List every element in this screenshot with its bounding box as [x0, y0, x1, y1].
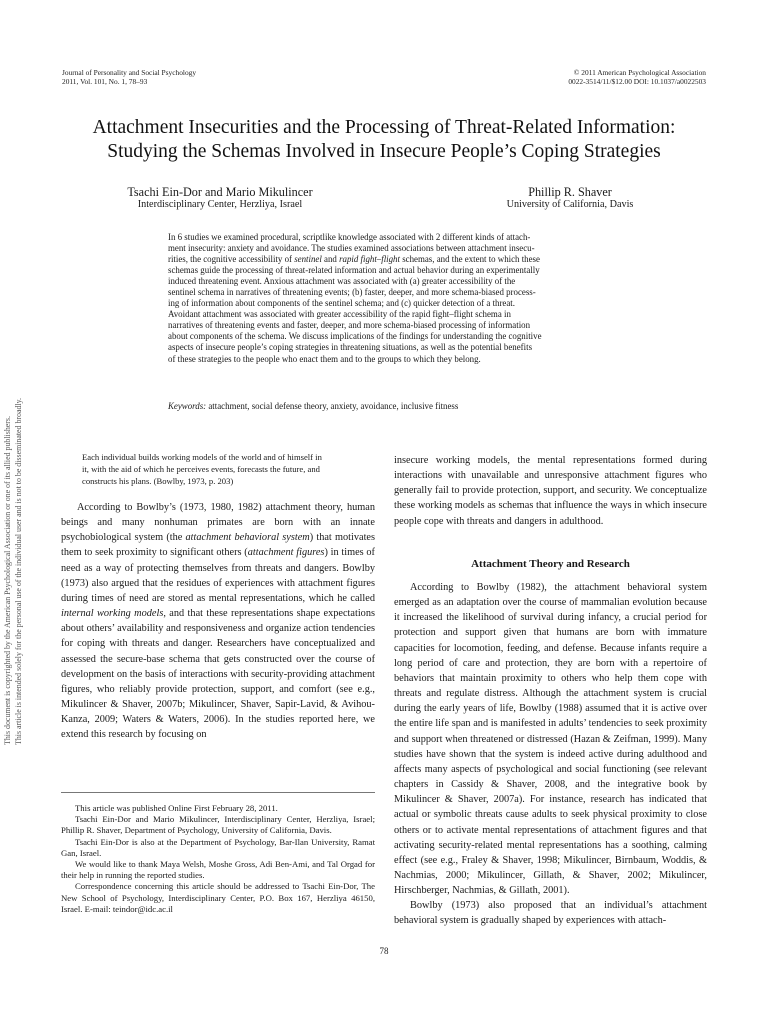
footnote: Tsachi Ein-Dor is also at the Department of Psychology, Bar-Ilan University, Ramat Gan, Israel.	[61, 836, 375, 858]
author-names-1: Tsachi Ein-Dor and Mario Mikulincer	[127, 185, 313, 199]
term-rapid-fight-flight: rapid fight–flight	[339, 254, 400, 265]
abstract-line: aspects of insecure people’s coping strategies in threatening situations, as well as the potential benefits	[168, 342, 533, 353]
term-attachment-behavioral-system: attachment behavioral system	[185, 532, 310, 544]
body-paragraph: Bowlby (1973) also proposed that an individual’s attachment behavioral system is gradually shaped by experiences with attach-	[394, 900, 707, 927]
abstract-line: about components of the schema. We discuss implications of the findings for understanding the cognitive	[168, 331, 542, 342]
doi-line: 0022-3514/11/$12.00 DOI: 10.1037/a0022503	[568, 77, 706, 86]
copyright-notice	[568, 68, 706, 86]
abstract-line: induced threatening event. Anxious attachment was associated with (a) greater accessibility of the	[168, 276, 516, 287]
affiliation-1: Interdisciplinary Center, Herzliya, Israel	[137, 199, 303, 210]
page-number: 78	[379, 946, 389, 956]
epigraph-line: it, with the aid of which he perceives events, forecasts the future, and	[82, 464, 320, 475]
footnote: We would like to thank Maya Welsh, Moshe Gross, Adi Ben-Ami, and Tal Orgad for their help in running the reported studies.	[61, 859, 375, 881]
author-names-2: Phillip R. Shaver	[528, 185, 612, 199]
keywords	[168, 401, 602, 412]
abstract-line: In 6 studies we examined procedural, scriptlike knowledge associated with 2 different kinds of attach-	[168, 232, 531, 242]
abstract-line: schemas guide the processing of threat-related information and actual behavior during an experimentally	[168, 265, 540, 276]
copyright-line: © 2011 American Psychological Association	[573, 68, 706, 77]
journal-volume: 2011, Vol. 101, No. 1, 78–93	[62, 77, 148, 86]
epigraph-line: Each individual builds working models of the world and of himself in	[82, 452, 322, 462]
left-column-body	[61, 500, 375, 743]
right-column-intro	[394, 453, 707, 529]
abstract-line: ing of information about components of the sentinel schema; and (c) quicker detection of a threat.	[168, 298, 515, 309]
term-internal-working-models: internal working models	[61, 608, 164, 620]
article-title	[40, 116, 728, 164]
abstract-line: rities, the cognitive accessibility of sentinel and rapid fight–flight schemas, and the extent to which these	[168, 254, 540, 265]
abstract-line: sentinel schema in narratives of threatening events; (b) faster, deeper, and more schema-biased process-	[168, 287, 536, 298]
body-paragraph: According to Bowlby (1982), the attachment behavioral system emerged as an adaptation over the course of mammalian evolution because it increased the likelihood of survival during infancy, a crucial period for protection and support given that humans are born with immature capacities for locomotion, feeding, and defense. Because infants require a long period of care and protection, they are born with a repertoire of behaviors that maintain proximity to others who help them cope with threats and regulate distress. Although the attachment system is crucial during the early years of life, Bowlby (1988) assumed that it is active over the entire life span and is manifested in adults’ tendencies to seek proximity and support when threatened or distressed (Hazan & Zeifman, 1999). Many studies have shown that the system is indeed active during adulthood and affects many aspects of psychological and social functioning (see relevant chapters in Cassidy & Shaver, 2008, and the integrative book by Mikulincer & Shaver, 2007a). For instance, research has indicated that actual or symbolic threats cause adults to seek physical proximity to close others or to activate mental representations of attachment figures and that activating security-related mental representations has a soothing, calming effect (see e.g., Fraley & Shaver, 1998; Mikulincer, Birnbaum, Woddis, & Nachmias, 2000; Mikulincer, Gillath, & Shaver, 2002; Mikulincer, Hirschberger, Nachmias, & Gillath, 2001).	[394, 582, 707, 897]
abstract-line: narratives of threatening events and faster, deeper, and more schema-biased processing of information	[168, 320, 531, 331]
epigraph	[82, 451, 374, 487]
intro-paragraph: According to Bowlby’s (1973, 1980, 1982) attachment theory, human beings and many nonhuman primates are born with an innate psychobiological system (the attachment behavioral system) that motivates them to seek proximity to significant others (attachment figures) in times of need as a way of protecting themselves from threats and dangers. Bowlby (1973) also argued that the residues of experiences with attachment figures during times of need are stored as mental representations, which he called internal working models, and that these representations shape expectations about others’ availability and responsiveness and organize action tendencies for coping with threats and danger. Researchers have conceptualized and assessed the secure-base schema that gets constructed over the course of development on the basis of interactions with security-providing attachment figures, who reliably provide protection, support, and comfort (see e.g., Mikulincer & Shaver, 2007b; Mikulincer, Shaver, Sapir-Lavid, & Avihou-Kanza, 2009; Waters & Waters, 2006). In the studies reported here, we extend this research by focusing on	[61, 502, 376, 741]
abstract-line: ment insecurity: anxiety and avoidance. The studies examined associations between attachment insecu-	[168, 243, 535, 254]
footnote: This article was published Online First February 28, 2011.	[75, 803, 278, 813]
side-notice-line-1: This document is copyrighted by the American Psychological Association or one of its allied publishers.	[3, 416, 12, 745]
keywords-list: attachment, social defense theory, anxiety, avoidance, inclusive fitness	[206, 401, 459, 411]
journal-name: Journal of Personality and Social Psychology	[62, 68, 197, 77]
right-column-body	[394, 580, 707, 929]
affiliation-2: University of California, Davis	[506, 199, 634, 210]
abstract	[168, 232, 602, 365]
side-notice-line-2: This article is intended solely for the personal use of the individual user and is not to be disseminated broadly.	[14, 397, 23, 745]
term-sentinel: sentinel	[294, 254, 322, 265]
title-line-2: Studying the Schemas Involved in Insecure People’s Coping Strategies	[107, 141, 661, 162]
title-line-1: Attachment Insecurities and the Processing of Threat-Related Information:	[92, 117, 676, 138]
footnote: Correspondence concerning this article should be addressed to Tsachi Ein-Dor, The New School of Psychology, Interdisciplinary Center, P.O. Box 167, Herzliya 46150, Israel. E-mail: teindor@idc.ac.il	[61, 881, 375, 914]
abstract-line: Avoidant attachment was associated with greater accessibility of the rapid fight–flight schema in	[168, 309, 511, 320]
epigraph-line: constructs his plans. (Bowlby, 1973, p. 203)	[82, 476, 234, 487]
author-group-1	[80, 185, 360, 211]
body-paragraph: insecure working models, the mental representations formed during interactions with unavailable and unresponsive attachment figures who generally fail to provide protection, support, and security. We conceptualize these working models as schemas that influence the ways in which insecure people cope with threats and dangers in adulthood.	[394, 455, 707, 527]
keywords-label: Keywords:	[168, 401, 207, 411]
author-group-2	[440, 185, 700, 211]
abstract-line: of these strategies to the people who enact them and to the groups to which they belong.	[168, 353, 481, 364]
footnote: Tsachi Ein-Dor and Mario Mikulincer, Interdisciplinary Center, Herzliya, Israel; Phillip R. Shaver, Department of Psychology, University of California, Davis.	[61, 814, 375, 836]
term-attachment-figures: attachment figures	[247, 547, 325, 559]
journal-citation	[62, 68, 196, 86]
side-copyright-notice	[2, 398, 24, 745]
footnotes	[61, 792, 375, 915]
section-heading: Attachment Theory and Research	[471, 558, 630, 570]
